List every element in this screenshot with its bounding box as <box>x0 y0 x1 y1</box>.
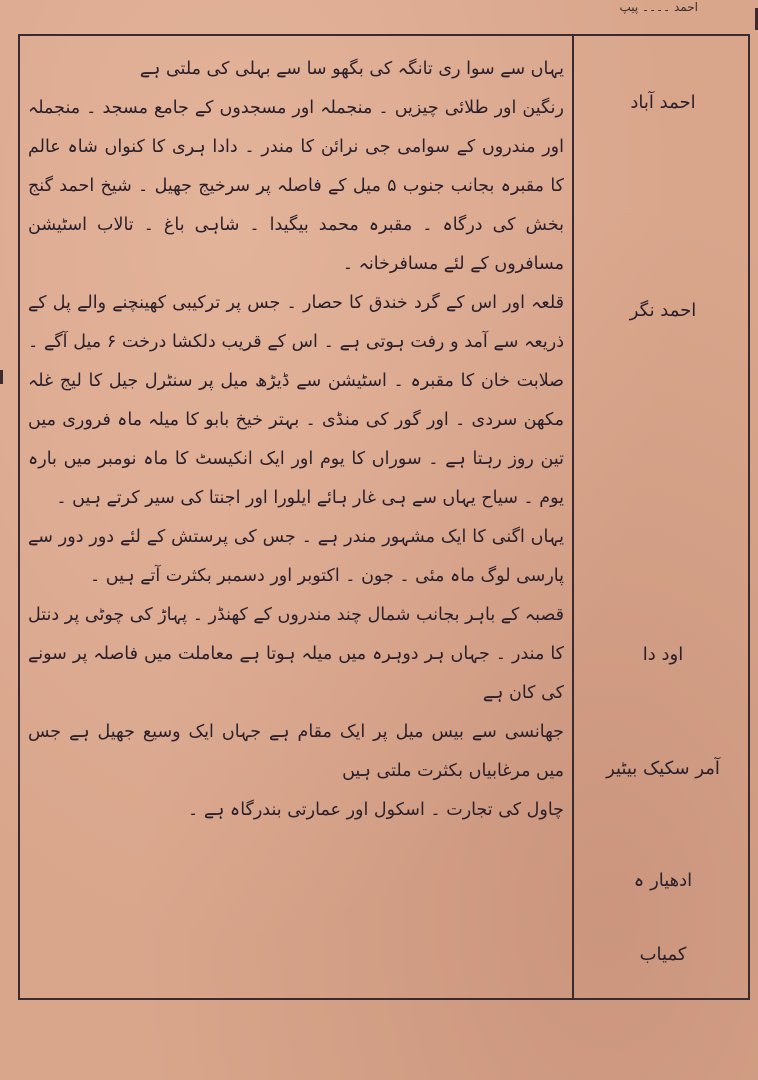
paragraph-arhejaar: جھانسی سے بیس میل پر ایک مقام ہے جہاں ایک وسیع جھیل ہے جس میں مرغابیاں بکثرت ملتی ہیں <box>28 722 564 781</box>
paragraph-ahmedabad-sites: رنگین اور طلائی چیزیں ۔ منجملہ اور مسجدوں کے جامع مسجد ۔ منجملہ اور مندروں کے سوامی جی نرائن کا مندر ۔ دادا ہری کا کنواں شاہ عالم کا مقبرہ بجانب جنوب ۵ میل کے فاصلہ پر سرخیج جھیل ۔ شیخ احمد گنج بخش کی درگاہ ۔ مقبرہ محمد بیگیدا ۔ شاہی باغ ۔ تالاب اسٹیشن مسافروں کے لئے مسافرخانہ ۔ <box>28 98 564 274</box>
paragraph-amreek: قصبہ کے باہر بجانب شمال چند مندروں کے کھنڈر ۔ پہاڑ کی چوٹی پر دنتل کا مندر ۔ جہاں ہر دوہرہ میں میلہ ہوتا ہے معاملت میں فاصلہ پر سونے کی کان ہے <box>28 605 564 703</box>
paragraph-ahmedabad-intro: یہاں سے سوا ری تانگہ کی بگھو سا سے بہلی کی ملتی ہے <box>139 59 564 79</box>
side-label-awadra: اود دا <box>642 644 684 665</box>
header-scrap-text: احمد ۔۔۔۔ پیپ <box>619 0 698 14</box>
paragraph-kambhaat: چاول کی تجارت ۔ اسکول اور عمارتی بندرگاہ ہے ۔ <box>188 800 564 820</box>
side-label-arhejaar: ادھیار ہ <box>633 870 693 891</box>
paragraph-awadra: یہاں اگنی کا ایک مشہور مندر ہے ۔ جس کی پرستش کے لئے دور دور سے پارسی لوگ ماہ مئی ۔ جون ۔ اکتوبر اور دسمبر بکثرت آتے ہیں ۔ <box>28 527 564 586</box>
side-label-ahmedabad: احمد آباد <box>630 92 696 113</box>
left-edge-mark <box>0 370 3 384</box>
side-label-kambhaat: کمیاب <box>639 944 687 965</box>
side-label-ahmednagar: احمد نگر <box>629 300 697 321</box>
column-divider <box>572 34 574 1000</box>
paragraph-ahmednagar: قلعہ اور اس کے گرد خندق کا حصار ۔ جس پر ترکیبی کھینچنے والے پل کے ذریعہ سے آمد و رفت ہوتی ہے ۔ اس کے قریب دلکشا درخت ۶ میل آگے ۔ صلابت خان کا مقبرہ ۔ اسٹیشن سے ڈیڑھ میل پر سنٹرل جیل کا لیج غلہ مکھن سردی ۔ اور گور کی منڈی ۔ بہتر خیخ بابو کا میلہ ماہ فروری میں تین روز رہتا ہے ۔ سوراں کا یوم اور ایک انکیسٹ کا ماہ نومبر میں بارہ یوم ۔ سیاح یہاں سے ہی غار ہائے ایلورا اور اجنتا کی سیر کرتے ہیں ۔ <box>28 293 564 508</box>
side-label-amreek: آمر سکیک بیٹیر <box>606 758 720 779</box>
main-text-column <box>28 50 564 990</box>
